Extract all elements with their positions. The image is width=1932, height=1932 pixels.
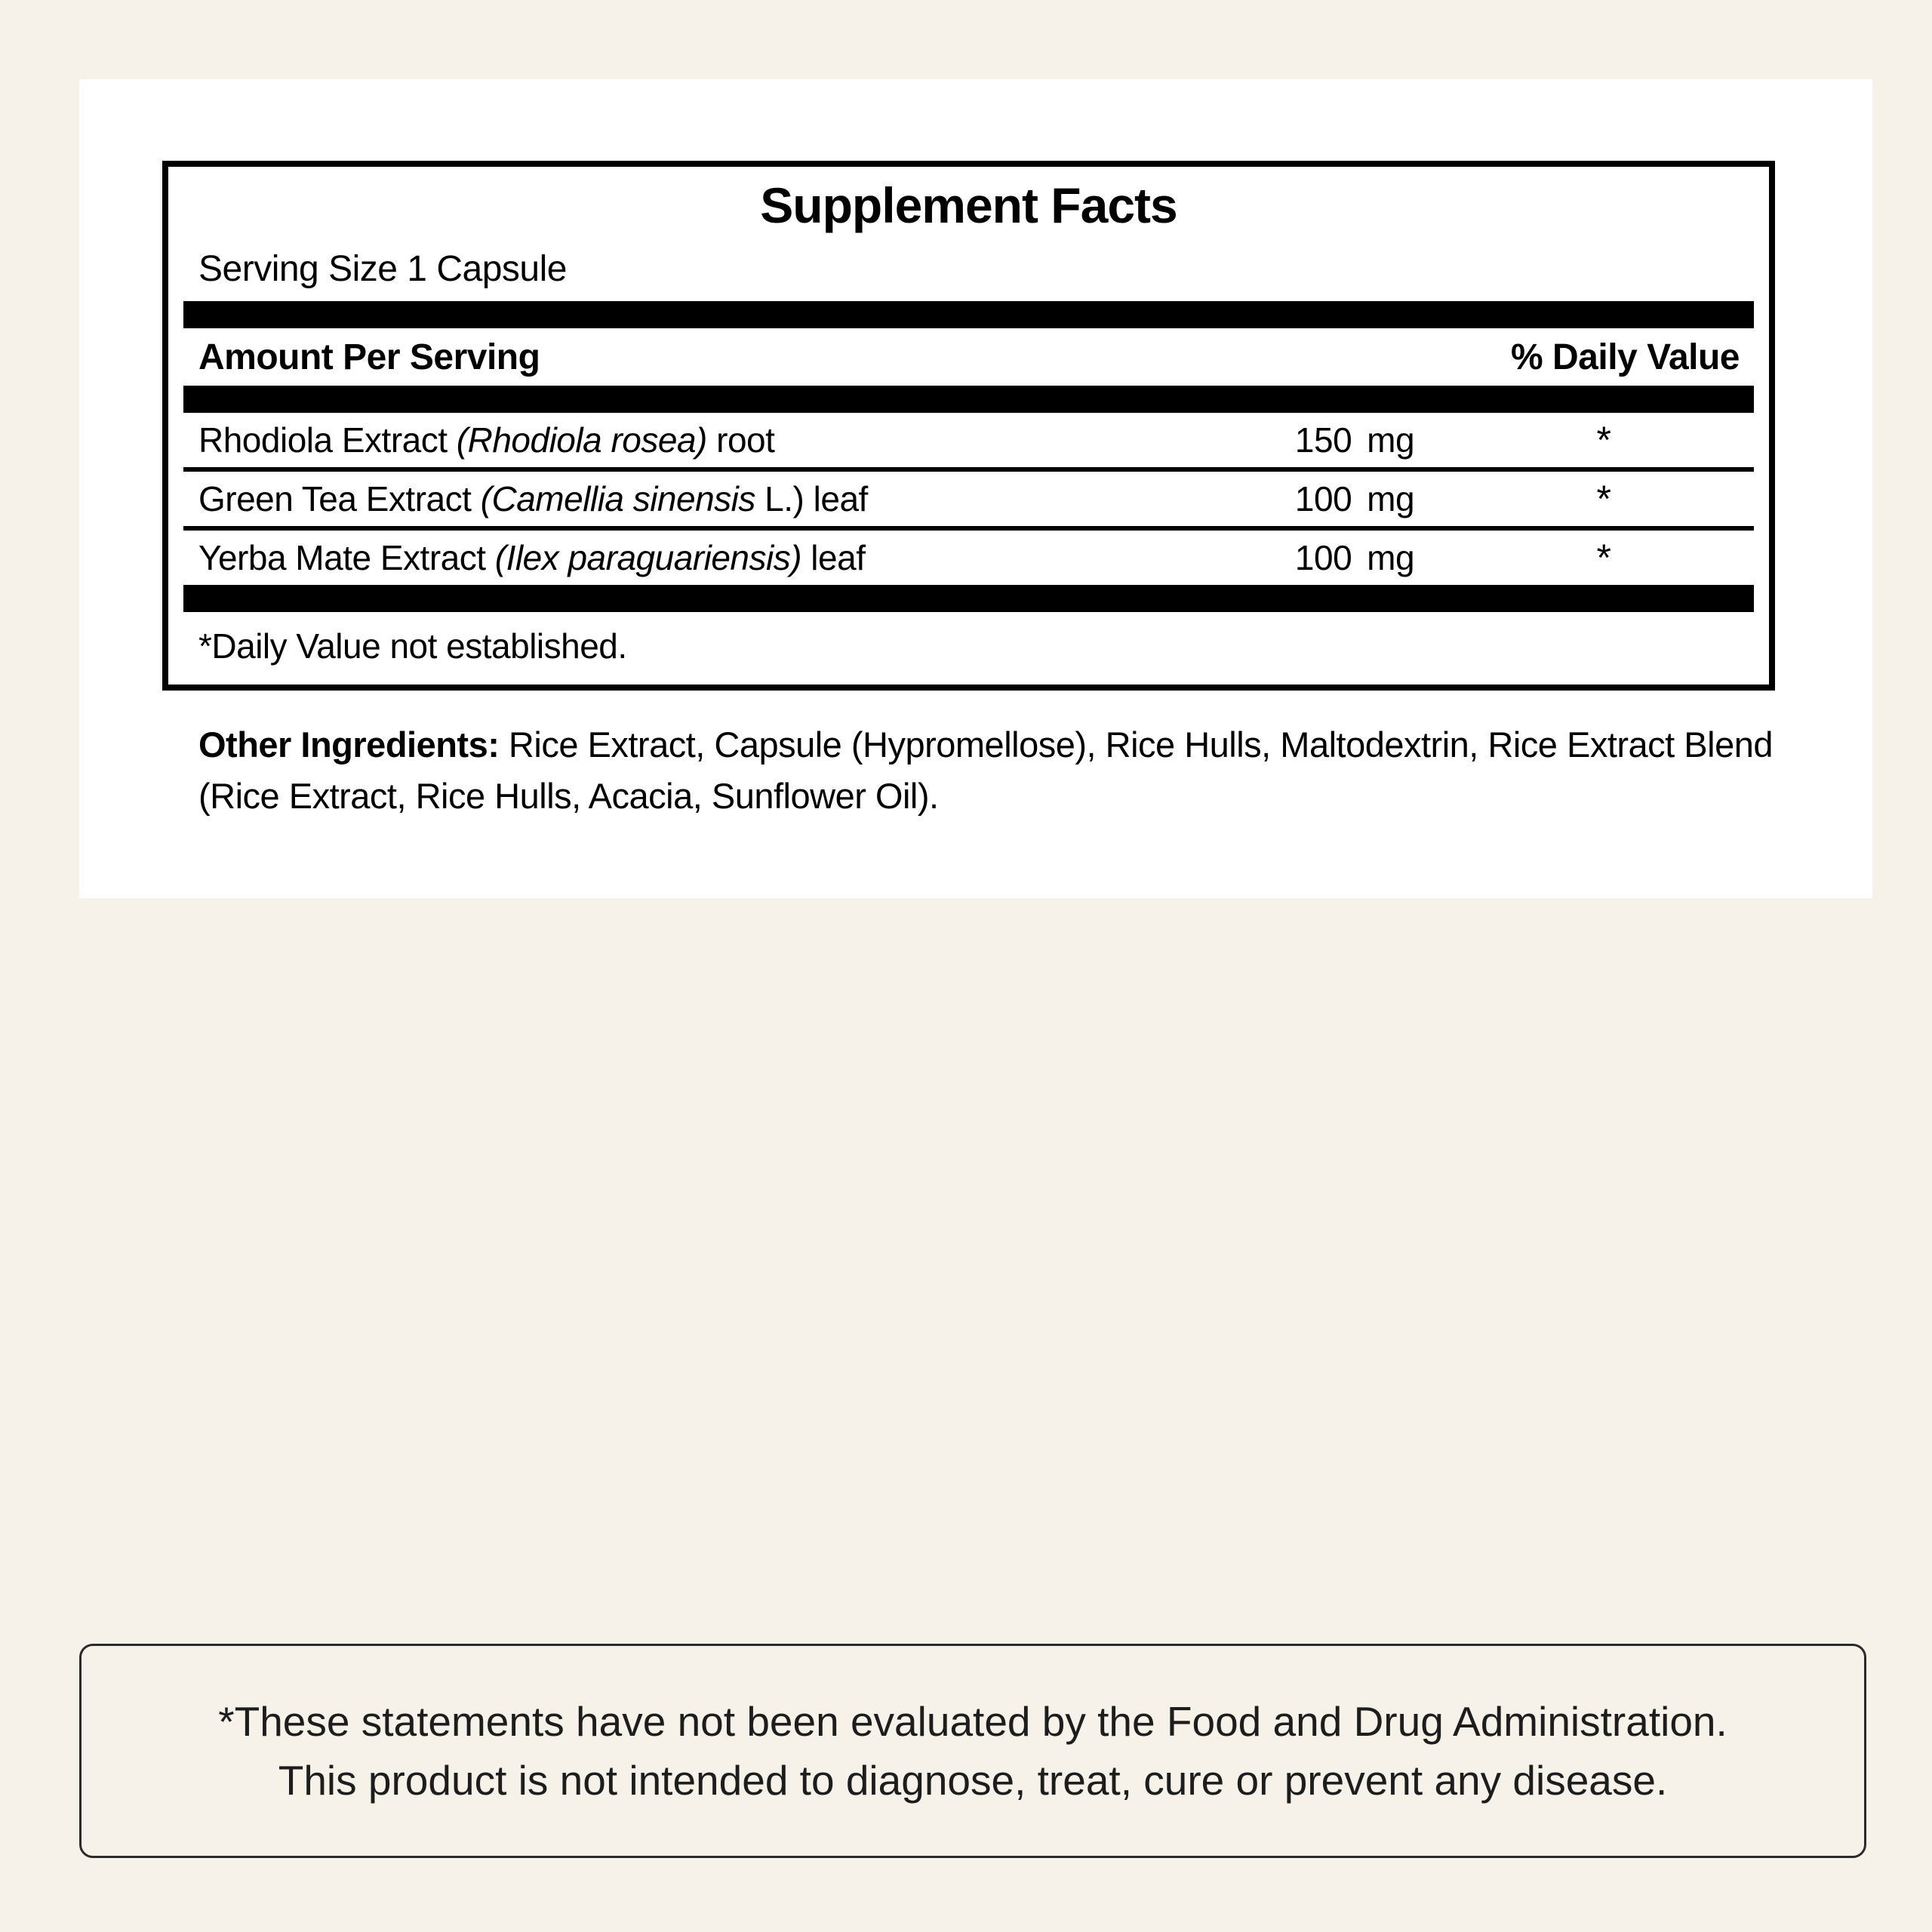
fda-disclaimer-line-1: *These statements have not been evaluated by the Food and Drug Administration. xyxy=(218,1698,1727,1745)
amount-per-serving-label: Amount Per Serving xyxy=(198,337,540,377)
daily-value-label: % Daily Value xyxy=(1511,337,1740,377)
ingredient-name xyxy=(168,420,1241,460)
other-ingredients xyxy=(198,719,1776,822)
fda-disclaimer-box xyxy=(79,1644,1866,1858)
ingredient-name-text: Green Tea Extract xyxy=(198,479,481,518)
ingredient-name-suffix: leaf xyxy=(801,538,866,577)
other-ingredients-text: Rice Extract, Capsule (Hypromellose), Rice Hulls, Maltodextrin, Rice Extract Blend (Rice Extract, Rice Hulls, Acacia, Sunflower Oil). xyxy=(198,724,1774,816)
table-title: Supplement Facts xyxy=(760,177,1177,233)
daily-value-asterisk: * xyxy=(1596,478,1611,520)
ingredient-name-suffix: L.) leaf xyxy=(755,479,868,518)
amount-value: 100 xyxy=(1294,538,1352,577)
amount-unit: mg xyxy=(1367,479,1415,518)
amount-unit: mg xyxy=(1367,420,1415,460)
other-ingredients-label: Other Ingredients: xyxy=(198,724,500,764)
ingredient-name-text: Rhodiola Extract xyxy=(198,420,457,460)
supplement-facts-table xyxy=(162,161,1775,691)
fda-disclaimer-line-2: This product is not intended to diagnose, treat, cure or prevent any disease. xyxy=(278,1757,1668,1804)
ingredient-row-green-tea xyxy=(168,472,1769,526)
amount-value: 100 xyxy=(1294,479,1352,518)
table-header-row xyxy=(168,328,1769,386)
latin-name: (Ilex paraguariensis) xyxy=(494,538,802,577)
daily-value-asterisk: * xyxy=(1596,419,1611,461)
latin-name: (Camellia sinensis xyxy=(480,479,755,518)
ingredient-name xyxy=(168,478,1241,519)
amount-cell xyxy=(1241,537,1468,578)
ingredient-row-rhodiola xyxy=(168,413,1769,467)
supplement-facts-panel xyxy=(79,79,1872,898)
serving-size: Serving Size 1 Capsule xyxy=(198,249,567,289)
separator-bar-thick xyxy=(183,585,1754,612)
separator-bar-thick xyxy=(183,386,1754,413)
daily-value-footnote: *Daily Value not established. xyxy=(198,626,627,666)
ingredient-name xyxy=(168,537,1241,578)
separator-bar-thick xyxy=(183,301,1754,328)
latin-name: (Rhodiola rosea) xyxy=(456,420,707,460)
ingredient-row-yerba-mate xyxy=(168,531,1769,585)
daily-value-asterisk: * xyxy=(1596,537,1611,579)
ingredient-name-text: Yerba Mate Extract xyxy=(198,538,495,577)
amount-cell xyxy=(1241,420,1468,460)
ingredient-name-suffix: root xyxy=(706,420,775,460)
amount-value: 150 xyxy=(1294,420,1352,460)
amount-unit: mg xyxy=(1367,538,1415,577)
amount-cell xyxy=(1241,478,1468,519)
